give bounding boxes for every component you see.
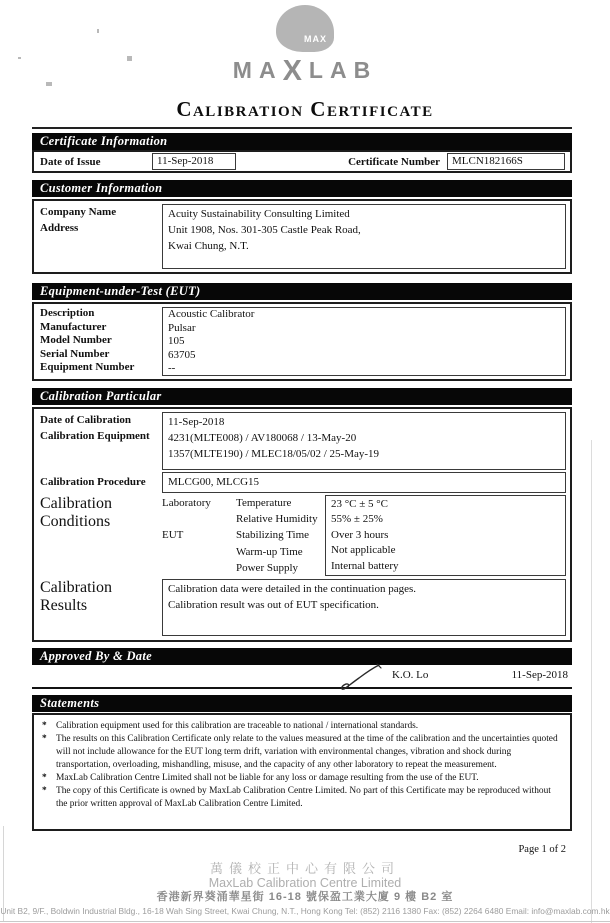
calibration-date-equipment-labels [40,412,162,470]
company-name-value: Acuity Sustainability Consulting Limited [168,208,350,220]
section-header-certificate-information: Certificate Information [32,133,572,150]
scan-edge-line [591,440,592,923]
condition-name-power-supply: Power Supply [236,561,299,574]
date-of-calibration-value: 11-Sep-2018 [168,416,225,428]
footer-company-name-chinese: 萬儀校正中心有限公司 [209,861,400,876]
address-label: Address [40,222,79,234]
calibration-conditions-label-col [40,495,162,576]
eut-box [32,302,572,381]
footer-address-contact-english: Unit B2, 9/F., Boldwin Industrial Bldg., 16-18 Wah Sing Street, Kwai Chung, N.T., Hong Kong Tel: (852) 2116 1380 Fax: (852) 2264 6480 Email: info@maxlab.com.hk [0,906,610,916]
calibration-procedure-box [162,472,566,493]
statement-text-1: Calibration equipment used for this calibration are traceable to national / international standards. [56,721,419,731]
description-label: Description [40,307,95,319]
scan-speck [46,82,52,86]
calibration-procedure-label-col [40,470,162,493]
section-header-statements: Statements [32,695,572,712]
certificate-information-box [32,150,572,173]
scan-edge-line [0,921,610,922]
bullet-asterisk: * [42,773,47,783]
manufacturer-value: Pulsar [168,321,196,334]
conditions-parameter-columns [162,495,325,576]
page-number: Page 1 of 2 [518,844,566,855]
company-name-label: Company Name [40,206,117,218]
date-of-calibration-label: Date of Calibration [40,414,132,426]
calibration-particular-box [32,407,572,642]
wordmark-right: LAB [308,57,378,83]
equipment-line1: 4231(MLTE008) / AV180068 / 13-May-20 [168,432,357,444]
certificate-number-value: MLCN182166S [447,153,565,170]
footer [0,861,610,917]
signature [337,662,385,692]
results-line1: Calibration data were detailed in the continuation pages. [168,583,417,595]
statement-item [40,720,564,733]
statement-item [40,772,564,785]
approval-date: 11-Sep-2018 [511,669,568,681]
section-header-eut: Equipment-under-Test (EUT) [32,283,572,300]
document-title: Calibration Certificate [176,97,434,121]
statement-item [40,733,564,772]
stabilizing-time-value: Over 3 hours [331,528,389,541]
scan-speck [127,56,132,61]
title-rule [32,127,572,129]
footer-company-name-english: MaxLab Calibration Centre Limited [208,876,402,890]
model-number-label: Model Number [40,334,112,347]
condition-name-temperature: Temperature [236,497,292,509]
approval-row [32,665,572,689]
warm-up-time-value: Not applicable [331,544,396,557]
serial-number-value: 63705 [168,348,196,361]
statement-text-2: The results on this Calibration Certificate only relate to the values measured at the time of the calibration and the uncertainties quoted will not include allowance for the EUT long term drift, variation with environmental changes, vibration and shock during transportation, overloading, mishandling, misuse, and the capacity of any other laboratory to repeat the measurement. [56,734,558,770]
date-of-issue-value: 11-Sep-2018 [152,153,236,170]
condition-group-blank [162,560,236,576]
calibration-procedure-label: Calibration Procedure [40,476,146,488]
certificate-number-label: Certificate Number [348,155,440,168]
bullet-asterisk: * [42,786,47,796]
scan-speck [97,29,99,33]
condition-group-laboratory: Laboratory [162,497,211,509]
calibration-results-box [162,579,566,636]
condition-name-warm-up-time: Warm-up Time [236,545,303,558]
scan-speck [18,57,21,59]
customer-labels [40,204,162,269]
statements-box [32,713,572,831]
logo-mark-text: MAX [304,34,327,44]
temperature-value: 23 °C ± 5 °C [331,498,389,510]
conditions-values-box [325,495,566,576]
customer-information-box [32,199,572,274]
logo [0,0,610,52]
approver-name: K.O. Lo [392,669,429,681]
wordmark-x: X [282,55,309,87]
equipment-line2: 1357(MLTE190) / MLEC18/05/02 / 25-May-19 [168,448,380,460]
date-of-issue-label: Date of Issue [40,155,101,168]
statement-text-4: The copy of this Certificate is owned by MaxLab Calibration Centre Limited. No part of this Certificate may be reproduced without the prior written approval of MaxLab Calibration Centre Limited. [56,786,551,809]
wordmark-left: MA [232,57,283,83]
section-header-approved: Approved By & Date [32,648,572,665]
condition-name-relative-humidity: Relative Humidity [236,513,318,526]
condition-name-stabilizing-time: Stabilizing Time [236,529,310,542]
results-line2: Calibration result was out of EUT specification. [168,599,379,611]
section-header-calibration-particular: Calibration Particular [32,388,572,405]
customer-values-box [162,204,566,269]
serial-number-label: Serial Number [40,347,110,360]
relative-humidity-value: 55% ± 25% [331,513,383,526]
condition-group-blank [162,511,236,527]
calibration-results-label-col [40,579,162,636]
calibration-equipment-box [162,412,566,470]
power-supply-value: Internal battery [331,559,399,572]
calibration-results-label: Calibration Results [40,579,112,614]
equipment-number-value: -- [168,362,176,375]
bullet-asterisk: * [42,734,47,744]
model-number-value: 105 [168,335,185,348]
description-value: Acoustic Calibrator [168,308,255,320]
calibration-conditions-label: Calibration Conditions [40,495,112,530]
condition-group-blank [162,544,236,560]
address-line2: Kwai Chung, N.T. [168,240,249,252]
address-line1: Unit 1908, Nos. 301-305 Castle Peak Road, [168,224,361,236]
manufacturer-label: Manufacturer [40,320,107,333]
eut-values-box [162,307,566,376]
content-column [32,127,572,855]
statement-text-3: MaxLab Calibration Centre Limited shall not be liable for any loss or damage resulting from the use of the EUT. [56,773,479,783]
section-header-customer-information: Customer Information [32,180,572,197]
condition-group-eut: EUT [162,529,184,542]
statement-item [40,785,564,811]
footer-address-chinese: 香港新界葵涌華星街 16-18 號保盈工業大廈 9 樓 B2 室 [156,891,454,903]
equipment-number-label: Equipment Number [40,361,135,374]
maxlab-wordmark [0,56,610,85]
calibration-procedure-value: MLCG00, MLCG15 [168,476,260,488]
maxlab-logo-icon [276,5,334,52]
calibration-equipment-label: Calibration Equipment [40,430,150,442]
eut-labels [40,307,162,376]
bullet-asterisk: * [42,721,47,731]
